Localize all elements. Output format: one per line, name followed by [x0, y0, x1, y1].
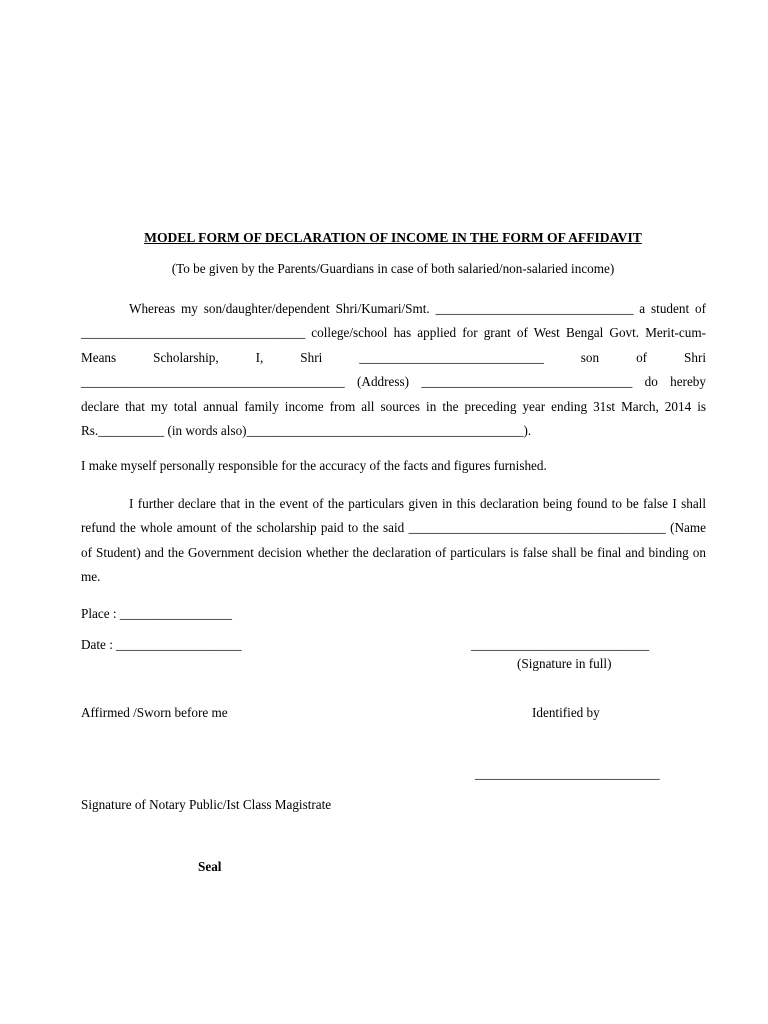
- seal-label: Seal: [198, 859, 222, 874]
- signature-caption: (Signature in full): [517, 656, 612, 671]
- date-field: Date : ___________________: [81, 637, 242, 652]
- refund-paragraph: [81, 492, 706, 590]
- declaration-paragraph: [81, 297, 706, 443]
- signature-line: ___________________________: [471, 637, 650, 652]
- notary-signature-label: Signature of Notary Public/Ist Class Magistrate: [81, 797, 332, 812]
- form-subtitle: (To be given by the Parents/Guardians in case of both salaried/non-salaried income): [171, 261, 615, 276]
- identifier-line: ____________________________: [475, 766, 660, 781]
- form-title: MODEL FORM OF DECLARATION OF INCOME IN THE FORM OF AFFIDAVIT: [144, 230, 642, 245]
- identified-by-label: Identified by: [532, 705, 600, 720]
- responsibility-paragraph: I make myself personally responsible for the accuracy of the facts and figures furnished.: [81, 458, 547, 473]
- refund-text: I further declare that in the event of the particulars given in this declaration being found to be false I shall refund the whole amount of the scholarship paid to the said _______________________________________ (Name of Student) and the Government decision whether the declaration of particulars is false shall be final and binding on me.: [81, 496, 706, 585]
- declaration-text: Whereas my son/daughter/dependent Shri/Kumari/Smt. ______________________________ a student of __________________________________ college/school has applied for grant of West Bengal Govt. Merit-cum-Means Scholarship, I, Shri ____________________________ son of Shri ________________________________________ (Address) ________________________________ do hereby declare that my total annual family income from all sources in the preceding year ending 31st March, 2014 is Rs.__________ (in words also)__________________________________________).: [81, 301, 706, 439]
- place-field: Place : _________________: [81, 606, 232, 621]
- affirmed-label: Affirmed /Sworn before me: [81, 705, 228, 720]
